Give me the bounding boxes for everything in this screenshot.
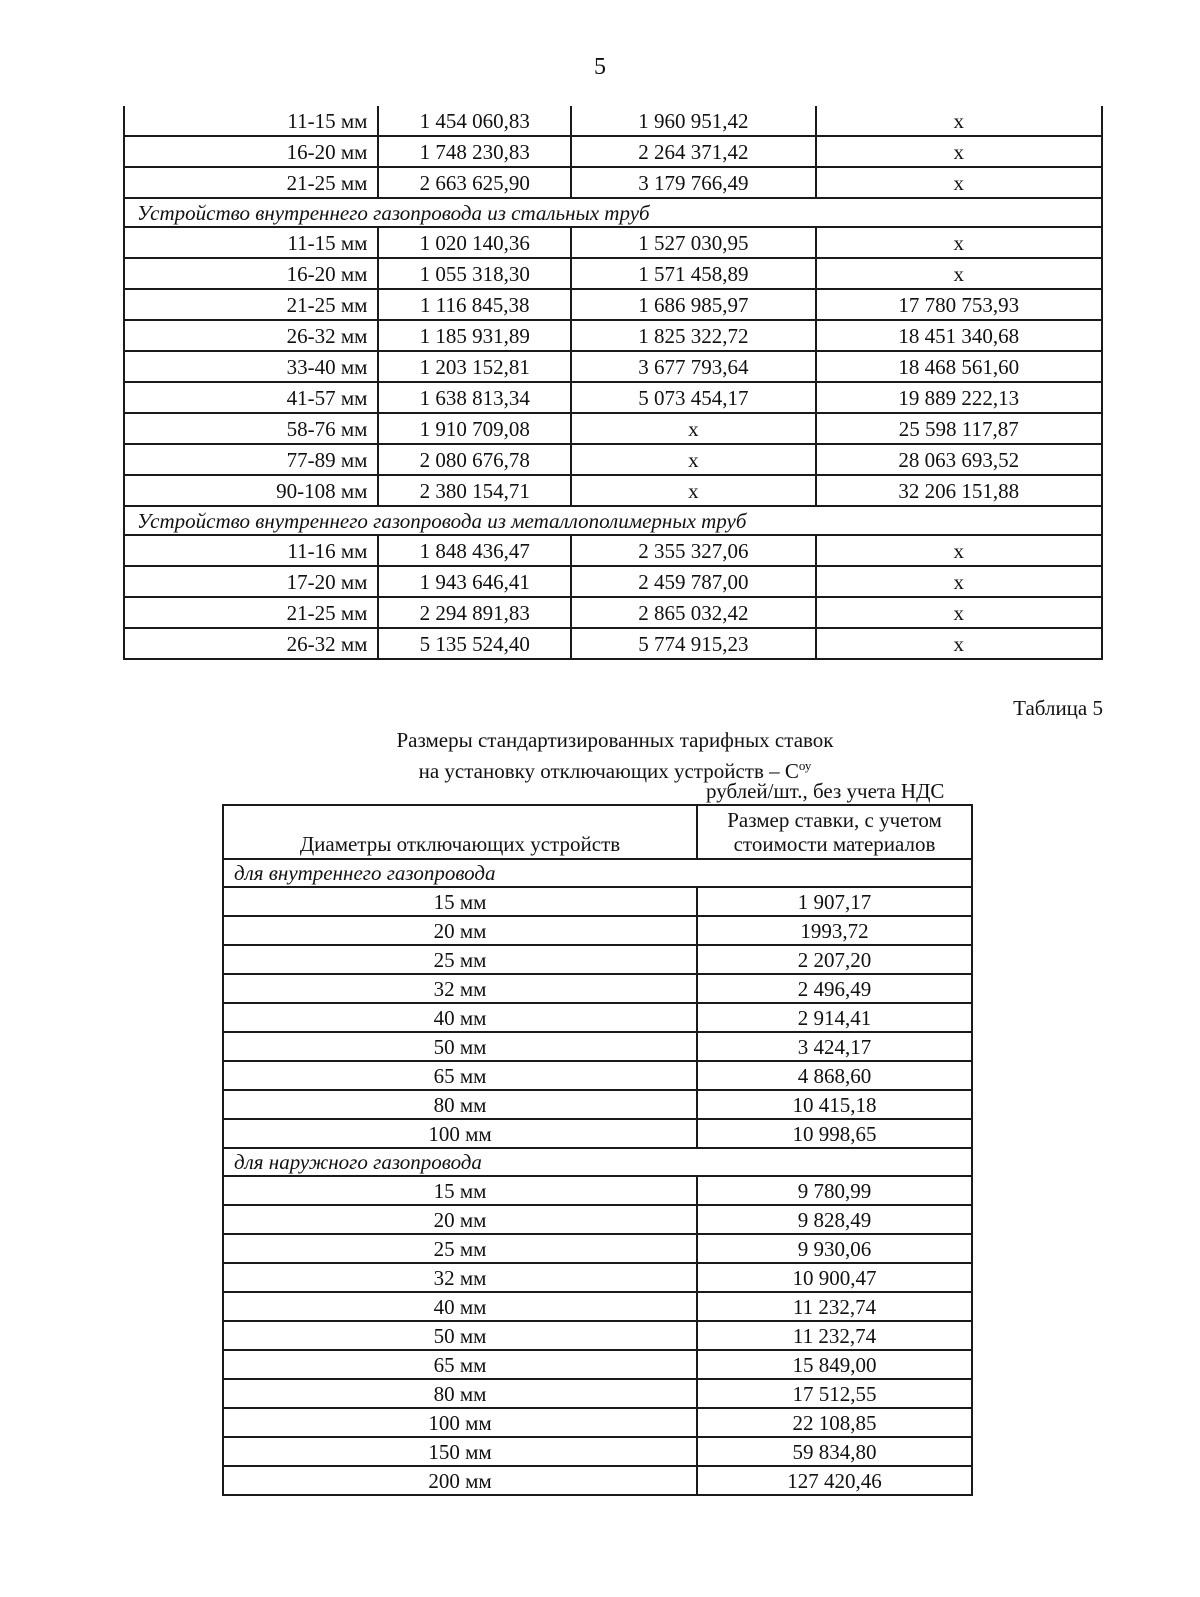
table-row <box>223 916 972 945</box>
table-row <box>223 1061 972 1090</box>
rate-col-3-cell: x <box>816 628 1102 659</box>
rate-col-1-cell: 1 910 709,08 <box>378 413 571 444</box>
rate-col-2-cell: 1 571 458,89 <box>571 258 815 289</box>
rate-col-3-cell: 32 206 151,88 <box>816 475 1102 506</box>
pipe-size-cell: 26-32 мм <box>124 320 378 351</box>
section-steel-pipes: Устройство внутреннего газопровода из стальных труб <box>124 198 1102 227</box>
diameter-cell: 15 мм <box>223 1176 697 1205</box>
table-row <box>223 1466 972 1495</box>
rate-value-cell: 59 834,80 <box>697 1437 972 1466</box>
rate-value-cell: 10 900,47 <box>697 1263 972 1292</box>
table-row <box>124 167 1102 198</box>
pipe-size-cell: 90-108 мм <box>124 475 378 506</box>
rate-value-cell: 2 496,49 <box>697 974 972 1003</box>
table-row <box>223 887 972 916</box>
table-row <box>124 535 1102 566</box>
pipe-size-cell: 16-20 мм <box>124 136 378 167</box>
table-row <box>223 1176 972 1205</box>
rate-value-cell: 10 415,18 <box>697 1090 972 1119</box>
rate-col-3-cell: x <box>816 106 1102 136</box>
rate-value-cell: 15 849,00 <box>697 1350 972 1379</box>
section-metal-polymer-pipes: Устройство внутреннего газопровода из металлополимерных труб <box>124 506 1102 535</box>
table-row <box>124 597 1102 628</box>
table-row <box>223 1292 972 1321</box>
table-5-title-line-2: на установку отключающих устройств – $С^{оу}$ <box>418 758 812 783</box>
table-5-units: рублей/шт., без учета НДС <box>706 779 945 803</box>
rate-col-1-cell: 1 454 060,83 <box>378 106 571 136</box>
rate-col-1-cell: 5 135 524,40 <box>378 628 571 659</box>
pipe-size-cell: 21-25 мм <box>124 167 378 198</box>
table-row <box>124 475 1102 506</box>
rate-col-3-cell: x <box>816 566 1102 597</box>
pipe-size-cell: 21-25 мм <box>124 597 378 628</box>
table-row <box>223 1003 972 1032</box>
table-row <box>124 382 1102 413</box>
rate-col-2-cell: 3 677 793,64 <box>571 351 815 382</box>
table-row <box>223 1119 972 1148</box>
table-5-title-line-1: Размеры стандартизированных тарифных ставок <box>396 728 834 752</box>
diameter-cell: 20 мм <box>223 916 697 945</box>
section-row <box>223 859 972 887</box>
table-row <box>223 1090 972 1119</box>
rate-col-2-cell: x <box>571 475 815 506</box>
rate-value-cell: 22 108,85 <box>697 1408 972 1437</box>
diameter-cell: 40 мм <box>223 1003 697 1032</box>
table-row <box>223 1263 972 1292</box>
rate-col-3-cell: x <box>816 227 1102 258</box>
rate-col-2-cell: 2 459 787,00 <box>571 566 815 597</box>
header-diameters: Диаметры отключающих устройств <box>223 805 697 859</box>
rate-col-1-cell: 2 080 676,78 <box>378 444 571 475</box>
table-row <box>223 1032 972 1061</box>
table-row <box>223 974 972 1003</box>
rate-value-cell: 11 232,74 <box>697 1292 972 1321</box>
rate-col-3-cell: x <box>816 136 1102 167</box>
rate-col-1-cell: 2 294 891,83 <box>378 597 571 628</box>
rate-col-2-cell: 1 686 985,97 <box>571 289 815 320</box>
rate-col-2-cell: 3 179 766,49 <box>571 167 815 198</box>
table-row <box>223 1437 972 1466</box>
table-row <box>124 289 1102 320</box>
pipe-size-cell: 33-40 мм <box>124 351 378 382</box>
diameter-cell: 32 мм <box>223 974 697 1003</box>
rate-col-1-cell: 1 848 436,47 <box>378 535 571 566</box>
rate-col-2-cell: 5 774 915,23 <box>571 628 815 659</box>
rate-value-cell: 2 207,20 <box>697 945 972 974</box>
rate-col-1-cell: 2 380 154,71 <box>378 475 571 506</box>
header-row <box>223 805 972 859</box>
diameter-cell: 40 мм <box>223 1292 697 1321</box>
section-external-pipeline: для наружного газопровода <box>223 1148 972 1176</box>
table-row <box>124 628 1102 659</box>
diameter-cell: 25 мм <box>223 945 697 974</box>
rate-col-3-cell: 25 598 117,87 <box>816 413 1102 444</box>
rate-col-2-cell: 1 960 951,42 <box>571 106 815 136</box>
pipe-size-cell: 26-32 мм <box>124 628 378 659</box>
rate-col-3-cell: 17 780 753,93 <box>816 289 1102 320</box>
table-row <box>124 566 1102 597</box>
table-row <box>223 1321 972 1350</box>
table-row <box>223 1234 972 1263</box>
table-row <box>124 258 1102 289</box>
rate-value-cell: 1993,72 <box>697 916 972 945</box>
diameter-cell: 15 мм <box>223 887 697 916</box>
table-row <box>124 320 1102 351</box>
pipe-size-cell: 16-20 мм <box>124 258 378 289</box>
rate-col-2-cell: x <box>571 444 815 475</box>
page-number: 5 <box>594 54 606 80</box>
rate-value-cell: 10 998,65 <box>697 1119 972 1148</box>
diameter-cell: 65 мм <box>223 1350 697 1379</box>
rate-col-2-cell: 2 865 032,42 <box>571 597 815 628</box>
rate-value-cell: 2 914,41 <box>697 1003 972 1032</box>
rate-value-cell: 3 424,17 <box>697 1032 972 1061</box>
rate-col-1-cell: 1 020 140,36 <box>378 227 571 258</box>
diameter-cell: 32 мм <box>223 1263 697 1292</box>
rate-col-1-cell: 1 943 646,41 <box>378 566 571 597</box>
table-row <box>124 413 1102 444</box>
section-row <box>223 1148 972 1176</box>
pipe-size-cell: 11-16 мм <box>124 535 378 566</box>
rate-col-3-cell: x <box>816 535 1102 566</box>
rate-col-1-cell: 1 055 318,30 <box>378 258 571 289</box>
rate-col-2-cell: 2 355 327,06 <box>571 535 815 566</box>
rate-col-1-cell: 1 185 931,89 <box>378 320 571 351</box>
rate-value-cell: 4 868,60 <box>697 1061 972 1090</box>
header-rate: Размер ставки, с учетом стоимости материалов <box>697 805 972 859</box>
rate-col-1-cell: 1 638 813,34 <box>378 382 571 413</box>
tariff-table-5 <box>222 804 973 1496</box>
rate-col-1-cell: 1 203 152,81 <box>378 351 571 382</box>
rate-col-2-cell: x <box>571 413 815 444</box>
diameter-cell: 65 мм <box>223 1061 697 1090</box>
rate-col-3-cell: 18 451 340,68 <box>816 320 1102 351</box>
rate-value-cell: 9 930,06 <box>697 1234 972 1263</box>
rate-value-cell: 17 512,55 <box>697 1379 972 1408</box>
pipe-size-cell: 41-57 мм <box>124 382 378 413</box>
diameter-cell: 80 мм <box>223 1379 697 1408</box>
diameter-cell: 20 мм <box>223 1205 697 1234</box>
diameter-cell: 50 мм <box>223 1321 697 1350</box>
rate-col-1-cell: 1 748 230,83 <box>378 136 571 167</box>
table-row <box>223 1350 972 1379</box>
rate-col-2-cell: 1 527 030,95 <box>571 227 815 258</box>
section-internal-pipeline: для внутреннего газопровода <box>223 859 972 887</box>
diameter-cell: 25 мм <box>223 1234 697 1263</box>
table-row <box>223 1205 972 1234</box>
rate-col-1-cell: 2 663 625,90 <box>378 167 571 198</box>
rate-col-2-cell: 1 825 322,72 <box>571 320 815 351</box>
table-row <box>124 106 1102 136</box>
rate-col-3-cell: 19 889 222,13 <box>816 382 1102 413</box>
rate-col-3-cell: 18 468 561,60 <box>816 351 1102 382</box>
rate-col-2-cell: 2 264 371,42 <box>571 136 815 167</box>
rate-value-cell: 127 420,46 <box>697 1466 972 1495</box>
diameter-cell: 100 мм <box>223 1119 697 1148</box>
pipe-size-cell: 58-76 мм <box>124 413 378 444</box>
table-row <box>223 1379 972 1408</box>
rate-col-3-cell: x <box>816 597 1102 628</box>
table-row <box>124 136 1102 167</box>
table-row <box>223 1408 972 1437</box>
table-row <box>223 945 972 974</box>
title-superscript: оу <box>798 758 812 773</box>
rate-value-cell: 11 232,74 <box>697 1321 972 1350</box>
diameter-cell: 50 мм <box>223 1032 697 1061</box>
table-row <box>124 227 1102 258</box>
pipe-size-cell: 11-15 мм <box>124 106 378 136</box>
rate-value-cell: 9 780,99 <box>697 1176 972 1205</box>
rate-value-cell: 9 828,49 <box>697 1205 972 1234</box>
tariff-table-4 <box>123 106 1103 660</box>
table-row <box>124 444 1102 475</box>
table-5-label: Таблица 5 <box>1013 696 1103 720</box>
table-row <box>124 351 1102 382</box>
rate-col-3-cell: 28 063 693,52 <box>816 444 1102 475</box>
pipe-size-cell: 77-89 мм <box>124 444 378 475</box>
section-row <box>124 198 1102 227</box>
pipe-size-cell: 17-20 мм <box>124 566 378 597</box>
diameter-cell: 80 мм <box>223 1090 697 1119</box>
rate-value-cell: 1 907,17 <box>697 887 972 916</box>
rate-col-3-cell: x <box>816 167 1102 198</box>
diameter-cell: 150 мм <box>223 1437 697 1466</box>
diameter-cell: 100 мм <box>223 1408 697 1437</box>
pipe-size-cell: 21-25 мм <box>124 289 378 320</box>
section-row <box>124 506 1102 535</box>
rate-col-2-cell: 5 073 454,17 <box>571 382 815 413</box>
rate-col-3-cell: x <box>816 258 1102 289</box>
pipe-size-cell: 11-15 мм <box>124 227 378 258</box>
rate-col-1-cell: 1 116 845,38 <box>378 289 571 320</box>
diameter-cell: 200 мм <box>223 1466 697 1495</box>
